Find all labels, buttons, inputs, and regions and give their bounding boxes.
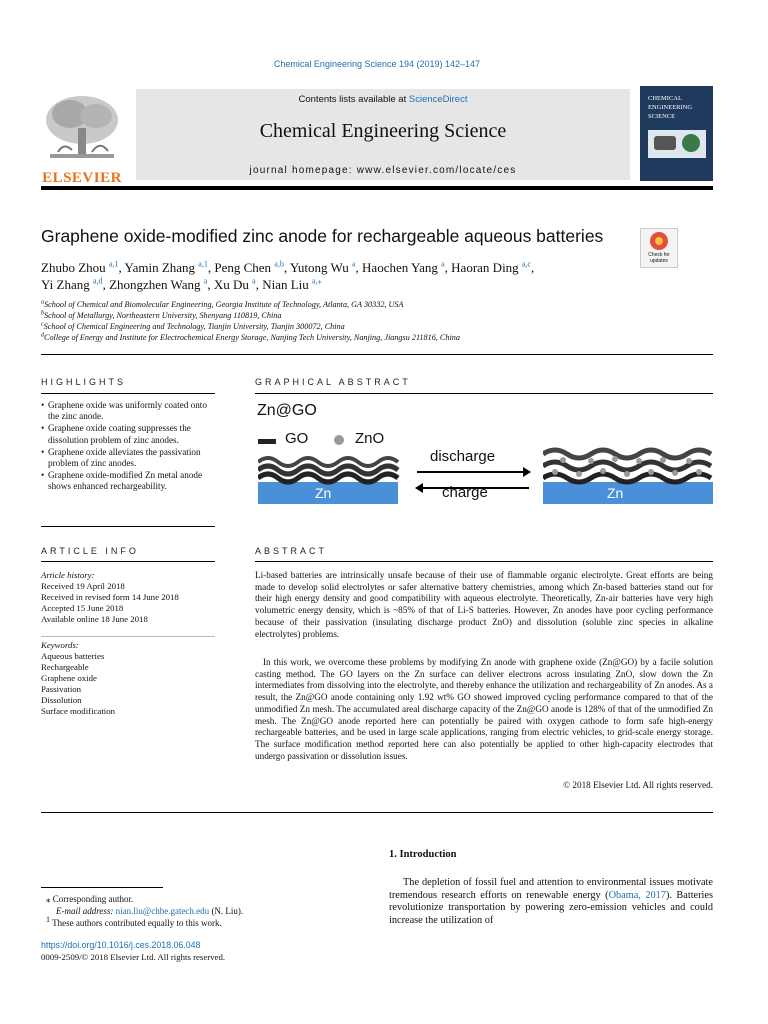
author-name[interactable]: Yutong Wu (289, 260, 349, 275)
history-item: Received 19 April 2018 (41, 581, 125, 591)
zno-legend-icon (334, 435, 344, 445)
keyword-item: Surface modification (41, 706, 116, 716)
authors-line-2: Yi Zhang $^{a,d}$, Zhongzhen Wang $^a$, Xu Du $^a$, Nian Liu $^{a,⁎}$ (41, 276, 322, 292)
asterisk-icon: ⁎ (46, 894, 51, 904)
author-affil[interactable]: a,⁎ (312, 276, 322, 286)
author-affil[interactable]: a,c (521, 259, 532, 269)
abstract-paragraph-2: In this work, we overcome these problems by modifying Zn anode with graphene oxide (Zn@GO) by a facile solution casting method. The GO layers on the Zn surface can deliver electrons across insulating ZnO, slow down the Zn intermediates from dissolving into the electrolyte, and thereby enhance the utilization and rechargeability of Zn anodes. As a result, the Zn@GO anode containing only 1.92 wt% GO showed improved cycling performance compared to that of the unmodified Zn mesh. The accumulated areal discharge capacity of the Zn@GO anode is 128% of that of the unmodified Zn mesh. The Zn@GO anode reported here can potentially be paired with oxygen cathode to form safe high-energy rechargeable batteries, and be used in large scale applications, ranging from electric vehicles, to grid-scale energy storage. The surface modification method reported here can also potentially be applied to other high-capacity electrodes that undergo passivation or dissolution issues. (255, 657, 713, 761)
author-affil[interactable]: a,1 (198, 259, 208, 269)
crossmark-label: Check for updates (648, 252, 670, 264)
abstract-bottom-rule (41, 812, 713, 813)
affiliation-text: School of Metallurgy, Northeastern University, Shenyang 110819, China (44, 311, 282, 320)
highlights-heading: HIGHLIGHTS (41, 377, 127, 387)
affiliation-text: College of Energy and Institute for Electrochemical Energy Storage, Nanjing Tech University, Nanjing, Jiangsu 211816, China (44, 333, 460, 342)
author-affil[interactable]: a (203, 276, 208, 286)
author-name[interactable]: Haochen Yang (362, 260, 438, 275)
cover-title-line3: SCIENCE (648, 113, 676, 120)
article-history (41, 570, 217, 625)
abstract-copyright: © 2018 Elsevier Ltd. All rights reserved. (563, 780, 713, 790)
keyword-item: Passivation (41, 684, 82, 694)
author-name[interactable]: Peng Chen (214, 260, 272, 275)
footnote-one-mark: 1 (46, 915, 50, 924)
author-affil[interactable]: a,d (93, 276, 103, 286)
history-item: Available online 18 June 2018 (41, 614, 148, 624)
abstract-rule (255, 561, 713, 562)
highlight-item: • Graphene oxide-modified Zn metal anode shows enhanced rechargeability. (41, 470, 217, 492)
footnote-equal: These authors contributed equally to this work. (52, 918, 222, 928)
header-rule (41, 186, 713, 190)
crossmark-icon (650, 232, 668, 250)
graphical-abstract-figure (255, 398, 713, 510)
cover-title-line1: CHEMICAL (648, 95, 682, 102)
ga-legend-zno: ZnO (355, 430, 385, 447)
footnote-rule (41, 887, 163, 888)
elsevier-logo (40, 92, 124, 186)
intro-text-2: ). Batteries revolutionize transportation by powering zero-emission vehicles and could increase the utilization of (389, 889, 713, 926)
keywords-label: Keywords: (41, 640, 79, 650)
graphical-abstract-rule (255, 393, 713, 394)
author-affil[interactable]: a,b (274, 259, 284, 269)
author-name[interactable]: Yi Zhang (41, 277, 90, 292)
journal-homepage[interactable]: journal homepage: www.elsevier.com/locate/ces (249, 165, 517, 176)
affiliation-mark: c (41, 321, 44, 328)
ga-arrow-discharge-label: discharge (430, 448, 496, 465)
author-name[interactable]: Yamin Zhang (124, 260, 196, 275)
article-title: Graphene oxide-modified zinc anode for rechargeable aqueous batteries (41, 226, 604, 246)
issn-line: 0009-2509/© 2018 Elsevier Ltd. All rights reserved. (41, 952, 226, 962)
highlight-item: • Graphene oxide was uniformly coated onto the zinc anode. (41, 400, 217, 422)
keywords (41, 640, 217, 717)
footnote-email-label: E-mail address: (56, 906, 114, 916)
article-info-rule (41, 561, 215, 562)
keywords-rule (41, 636, 215, 637)
cover-title-line2: ENGINEERING (648, 104, 693, 111)
check-for-updates-badge[interactable] (640, 228, 678, 268)
footnote-email-link[interactable]: nian.liu@chbe.gatech.edu (115, 906, 210, 916)
highlight-item: • Graphene oxide coating suppresses the dissolution problem of zinc anodes. (41, 423, 217, 445)
abstract-paragraph-1: Li-based batteries are intrinsically unsafe because of their use of flammable organic electrolyte. Great efforts are being made to develop solid electrolytes or safer alternative battery chemistries, among which Zn-based batteries stand out for their high energy density and good compatibility with aqueous electrolyte. Theoretically, Zn-air batteries have very high volumetric energy density, which is ~85% of that of Li-S batteries. However, Zn anodes have poor cycling performance because of their passivation (insulating discharge product ZnO) and dissolution (soluble zinc species in alkaline electrolytes) problems. (255, 570, 713, 639)
affiliation-text: School of Chemical Engineering and Technology, Tianjin University, Tianjin 300072, China (43, 322, 345, 331)
ga-label-zngo: Zn@GO (257, 402, 317, 419)
highlights-rule (41, 393, 215, 394)
author-affil[interactable]: a (252, 276, 256, 286)
sciencedirect-link[interactable]: ScienceDirect (408, 94, 468, 105)
keyword-item: Graphene oxide (41, 673, 97, 683)
affiliation-mark: d (41, 332, 44, 339)
author-affil[interactable]: a,1 (108, 259, 119, 269)
introduction-paragraph (389, 877, 713, 927)
ga-zn-left: Zn (315, 485, 332, 501)
intro-reference-link[interactable]: Obama, 2017 (608, 889, 666, 901)
doi-link[interactable]: https://doi.org/10.1016/j.ces.2018.06.048 (41, 940, 201, 950)
author-affil[interactable]: a (351, 259, 356, 269)
highlight-item: • Graphene oxide alleviates the passivation problem of zinc anodes. (41, 447, 217, 469)
publisher-name: ELSEVIER (42, 170, 122, 186)
footnote-email-suffix: (N. Liu). (211, 906, 244, 916)
author-name[interactable]: Haoran Ding (451, 260, 519, 275)
section-rule (41, 354, 713, 355)
highlights-list (41, 400, 217, 494)
history-item: Received in revised form 14 June 2018 (41, 592, 179, 602)
keyword-item: Aqueous batteries (41, 651, 105, 661)
intro-text-1: The depletion of fossil fuel and attention to environmental issues motivate tremendous research efforts on renewable energy ( (389, 877, 713, 901)
affiliation-text: School of Chemical and Biomolecular Engineering, Georgia Institute of Technology, Atlanta, GA 30332, USA (44, 300, 404, 309)
history-item: Accepted 15 June 2018 (41, 603, 124, 613)
footnote-corresponding: Corresponding author. (52, 894, 134, 904)
article-info-heading: ARTICLE INFO (41, 546, 139, 556)
keyword-item: Dissolution (41, 695, 82, 705)
go-legend-icon (258, 439, 276, 444)
contents-prefix: Contents lists available at (298, 94, 407, 105)
author-affil[interactable]: a (441, 259, 445, 269)
authors-line-1: Zhubo Zhou $^{a,1}$, Yamin Zhang $^{a,1}$, Peng Chen $^{a,b}$, Yutong Wu $^a$, Haochen Yang $^a$, Haoran Ding $^{a,c}$, (41, 259, 535, 275)
author-name[interactable]: Xu Du (213, 277, 249, 292)
author-name[interactable]: Zhubo Zhou (41, 260, 106, 275)
affiliation-mark: b (41, 310, 44, 317)
zngo-slab-left (258, 448, 410, 506)
journal-cover[interactable] (640, 86, 713, 181)
contents-line (136, 94, 630, 105)
author-name[interactable]: Nian Liu (262, 277, 309, 292)
citation-link[interactable]: Chemical Engineering Science 194 (2019) 142–147 (273, 59, 481, 69)
cover-image (648, 130, 706, 158)
keyword-item: Rechargeable (41, 662, 89, 672)
introduction-heading: 1. Introduction (389, 849, 457, 860)
affiliations (41, 299, 721, 343)
journal-title: Chemical Engineering Science (259, 120, 507, 142)
ga-arrow-charge-label: charge (442, 484, 488, 501)
affiliation-mark: a (41, 299, 44, 306)
author-name[interactable]: Zhongzhen Wang (109, 277, 201, 292)
abstract-heading: ABSTRACT (255, 546, 328, 556)
zngo-slab-right (543, 436, 713, 506)
highlights-rule-bottom (41, 526, 215, 527)
ga-zn-right: Zn (607, 485, 624, 501)
elsevier-tree-icon (40, 92, 124, 164)
history-label: Article history: (41, 570, 95, 580)
ga-legend-go: GO (285, 430, 309, 447)
graphical-abstract-heading: GRAPHICAL ABSTRACT (255, 377, 411, 387)
footnotes (46, 893, 346, 929)
